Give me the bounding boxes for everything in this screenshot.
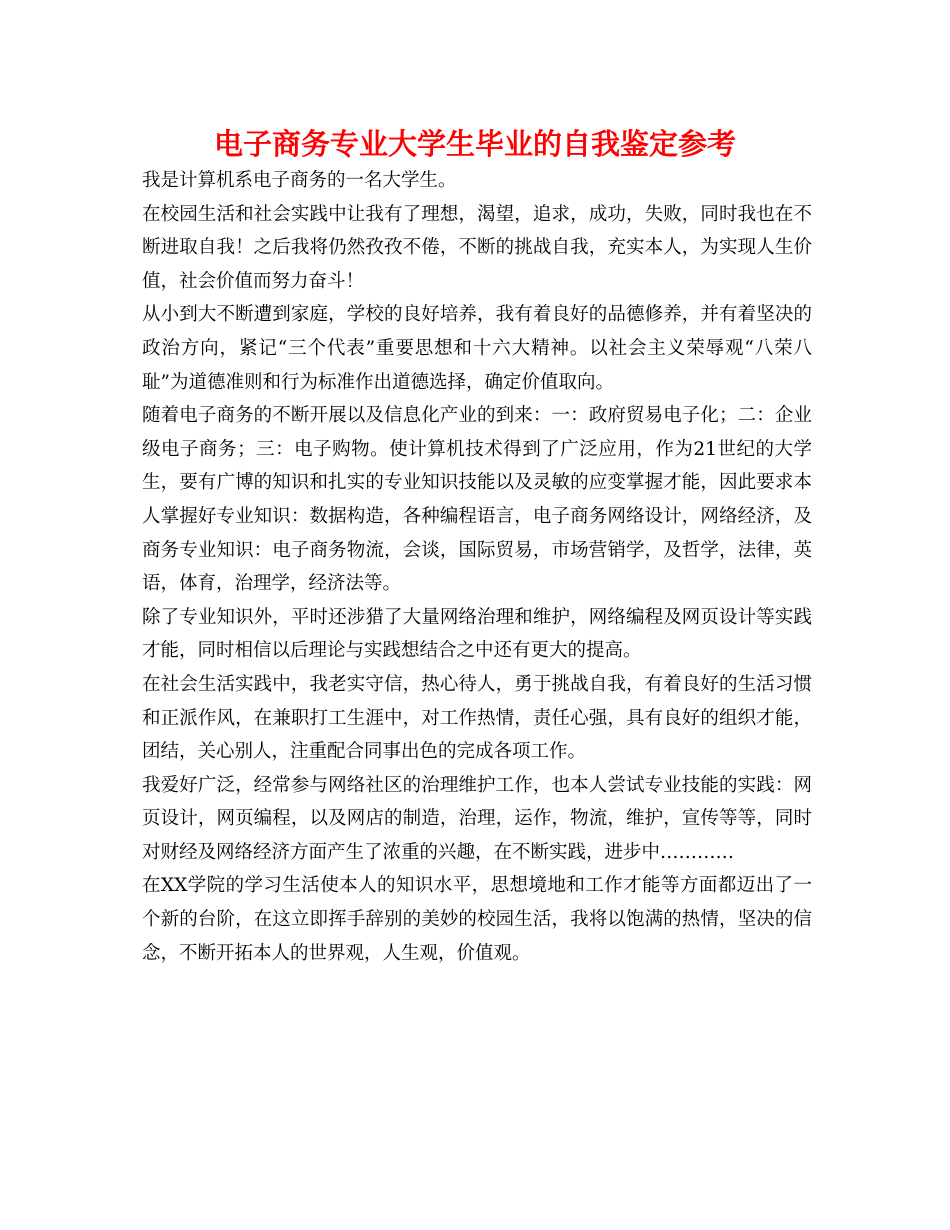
paragraph: 随着电子商务的不断开展以及信息化产业的到来：一：政府贸易电子化；二：企业级电子商务；三：电子购物。使计算机技术得到了广泛应用，作为21世纪的大学生，要有广博的知识和扎实的专业知识技能以及灵敏的应变掌握才能，因此要求本人掌握好专业知识：数据构造，各种编程语言，电子商务网络设计，网络经济，及商务专业知识：电子商务物流，会谈，国际贸易，市场营销学，及哲学，法律，英语，体育，治理学，经济法等。 (142, 405, 812, 595)
paragraph: 在校园生活和社会实践中让我有了理想，渴望，追求，成功，失败，同时我也在不断进取自我！之后我将仍然孜孜不倦，不断的挑战自我，充实本人，为实现人生价值，社会价值而努力奋斗！ (142, 203, 812, 292)
document-body (142, 164, 812, 970)
paragraph: 除了专业知识外，平时还涉猎了大量网络治理和维护，网络编程及网页设计等实践才能，同时相信以后理论与实践想结合之中还有更大的提高。 (142, 606, 812, 662)
paragraph: 我爱好广泛，经常参与网络社区的治理维护工作，也本人尝试专业技能的实践：网页设计，网页编程，以及网店的制造，治理，运作，物流，维护，宣传等等，同时对财经及网络经济方面产生了浓重的兴趣，在不断实践，进步中………… (142, 774, 812, 863)
paragraph: 在社会生活实践中，我老实守信，热心待人，勇于挑战自我，有着良好的生活习惯和正派作风，在兼职打工生涯中，对工作热情，责任心强，具有良好的组织才能，团结，关心别人，注重配合同事出色的完成各项工作。 (142, 673, 812, 763)
document-title: 电子商务专业大学生毕业的自我鉴定参考 (213, 127, 736, 161)
paragraph: 在XX学院的学习生活使本人的知识水平，思想境地和工作才能等方面都迈出了一个新的台阶，在这立即挥手辞别的美妙的校园生活，我将以饱满的热情，坚决的信念，不断开拓本人的世界观，人生观，价值观。 (142, 875, 812, 964)
paragraph: 我是计算机系电子商务的一名大学生。 (142, 170, 457, 191)
paragraph: 从小到大不断遭到家庭，学校的良好培养，我有着良好的品德修养，并有着坚决的政治方向，紧记“三个代表”重要思想和十六大精神。以社会主义荣辱观“八荣八耻”为道德准则和行为标准作出道德选择，确定价值取向。 (142, 304, 812, 393)
